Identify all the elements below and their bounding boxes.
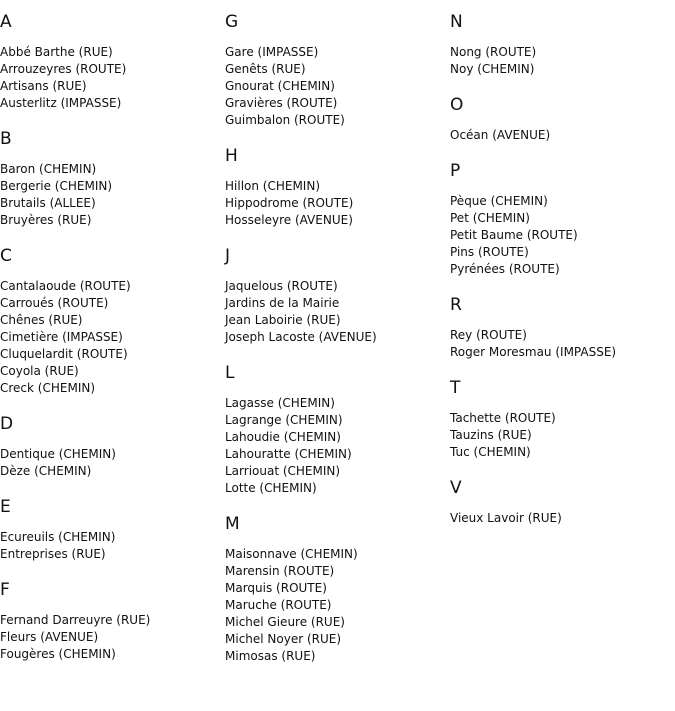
street-list <box>0 44 150 112</box>
street-name: Cantalaoude (ROUTE) <box>0 279 131 293</box>
street-name: Coyola (RUE) <box>0 364 79 378</box>
letter-section <box>450 10 616 78</box>
section-letter-heading: F <box>0 580 10 600</box>
letter-section <box>225 10 377 129</box>
letter-section <box>225 512 377 665</box>
street-name: Michel Gieure (RUE) <box>225 615 345 629</box>
street-name: Genêts (RUE) <box>225 62 306 76</box>
street-list <box>225 546 377 665</box>
street-list <box>225 278 377 346</box>
street-name: Fleurs (AVENUE) <box>0 630 99 644</box>
section-letter-heading: R <box>450 295 462 315</box>
street-name: Bruyères (RUE) <box>0 213 92 227</box>
street-list <box>450 410 616 461</box>
street-name: Maisonnave (CHEMIN) <box>225 547 358 561</box>
street-name: Dentique (CHEMIN) <box>0 447 116 461</box>
letter-section <box>450 93 616 144</box>
street-name: Brutails (ALLEE) <box>0 196 96 210</box>
street-name: Gnourat (CHEMIN) <box>225 79 335 93</box>
street-name: Creck (CHEMIN) <box>0 381 96 395</box>
street-name: Maruche (ROUTE) <box>225 598 332 612</box>
street-name: Hosseleyre (AVENUE) <box>225 213 353 227</box>
street-name: Larriouat (CHEMIN) <box>225 464 341 478</box>
street-name: Abbé Barthe (RUE) <box>0 45 113 59</box>
letter-section <box>450 376 616 461</box>
street-list <box>0 278 150 397</box>
letter-section <box>0 10 150 112</box>
street-list <box>450 510 616 527</box>
street-list <box>225 395 377 497</box>
street-name: Lagrange (CHEMIN) <box>225 413 343 427</box>
letter-section <box>0 244 150 397</box>
street-name: Jaquelous (ROUTE) <box>225 279 338 293</box>
street-name: Jean Laboirie (RUE) <box>225 313 341 327</box>
street-name: Guimbalon (ROUTE) <box>225 113 345 127</box>
street-list <box>0 529 150 563</box>
street-name: Chênes (RUE) <box>0 313 83 327</box>
letter-section <box>450 159 616 278</box>
letter-section <box>0 127 150 229</box>
letter-section <box>0 495 150 563</box>
letter-section <box>0 578 150 663</box>
street-name: Tachette (ROUTE) <box>450 411 556 425</box>
street-name: Lahoudie (CHEMIN) <box>225 430 341 444</box>
street-name: Vieux Lavoir (RUE) <box>450 511 562 525</box>
street-list <box>225 44 377 129</box>
street-name: Entreprises (RUE) <box>0 547 106 561</box>
street-list <box>0 612 150 663</box>
section-letter-heading: N <box>450 12 463 32</box>
street-list <box>0 446 150 480</box>
street-name: Pyrénées (ROUTE) <box>450 262 560 276</box>
section-letter-heading: M <box>225 514 240 534</box>
street-name: Joseph Lacoste (AVENUE) <box>225 330 377 344</box>
street-list <box>450 327 616 361</box>
street-name: Austerlitz (IMPASSE) <box>0 96 122 110</box>
street-name: Marquis (ROUTE) <box>225 581 327 595</box>
section-letter-heading: B <box>0 129 12 149</box>
street-list <box>225 178 377 229</box>
street-name: Gare (IMPASSE) <box>225 45 319 59</box>
section-letter-heading: G <box>225 12 239 32</box>
street-name: Dèze (CHEMIN) <box>0 464 92 478</box>
street-name: Tuc (CHEMIN) <box>450 445 531 459</box>
street-name: Rey (ROUTE) <box>450 328 527 342</box>
street-name: Océan (AVENUE) <box>450 128 551 142</box>
street-name: Hillon (CHEMIN) <box>225 179 321 193</box>
section-letter-heading: P <box>450 161 461 181</box>
street-name: Noy (CHEMIN) <box>450 62 535 76</box>
street-index-column-2 <box>225 10 377 680</box>
street-name: Fougères (CHEMIN) <box>0 647 116 661</box>
section-letter-heading: J <box>225 246 231 266</box>
street-name: Baron (CHEMIN) <box>0 162 97 176</box>
street-name: Jardins de la Mairie <box>225 296 340 310</box>
section-letter-heading: V <box>450 478 462 498</box>
street-name: Lahouratte (CHEMIN) <box>225 447 352 461</box>
street-name: Bergerie (CHEMIN) <box>0 179 113 193</box>
street-name: Cluquelardit (ROUTE) <box>0 347 128 361</box>
section-letter-heading: C <box>0 246 12 266</box>
letter-section <box>0 412 150 480</box>
street-name: Fernand Darreuyre (RUE) <box>0 613 151 627</box>
letter-section <box>450 293 616 361</box>
street-index-column-1 <box>0 10 150 678</box>
street-name: Pèque (CHEMIN) <box>450 194 548 208</box>
letter-section <box>450 476 616 527</box>
section-letter-heading: A <box>0 12 12 32</box>
street-name: Gravières (ROUTE) <box>225 96 338 110</box>
section-letter-heading: D <box>0 414 14 434</box>
street-list <box>450 193 616 278</box>
street-list <box>0 161 150 229</box>
street-name: Arrouzeyres (ROUTE) <box>0 62 127 76</box>
street-name: Nong (ROUTE) <box>450 45 537 59</box>
letter-section <box>225 144 377 229</box>
section-letter-heading: T <box>450 378 461 398</box>
street-name: Petit Baume (ROUTE) <box>450 228 578 242</box>
street-name: Artisans (RUE) <box>0 79 87 93</box>
street-name: Tauzins (RUE) <box>450 428 532 442</box>
street-name: Mimosas (RUE) <box>225 649 316 663</box>
street-name: Pins (ROUTE) <box>450 245 529 259</box>
street-name: Lagasse (CHEMIN) <box>225 396 335 410</box>
section-letter-heading: H <box>225 146 238 166</box>
street-name: Pet (CHEMIN) <box>450 211 530 225</box>
street-list <box>450 127 616 144</box>
letter-section <box>225 361 377 497</box>
street-name: Marensin (ROUTE) <box>225 564 335 578</box>
street-name: Ecureuils (CHEMIN) <box>0 530 116 544</box>
street-name: Hippodrome (ROUTE) <box>225 196 354 210</box>
street-name: Michel Noyer (RUE) <box>225 632 342 646</box>
street-list <box>450 44 616 78</box>
street-name: Cimetière (IMPASSE) <box>0 330 123 344</box>
street-name: Roger Moresmau (IMPASSE) <box>450 345 617 359</box>
section-letter-heading: L <box>225 363 235 383</box>
street-name: Carroués (ROUTE) <box>0 296 109 310</box>
street-name: Lotte (CHEMIN) <box>225 481 317 495</box>
section-letter-heading: O <box>450 95 464 115</box>
letter-section <box>225 244 377 346</box>
street-index-column-3 <box>450 10 616 542</box>
section-letter-heading: E <box>0 497 11 517</box>
